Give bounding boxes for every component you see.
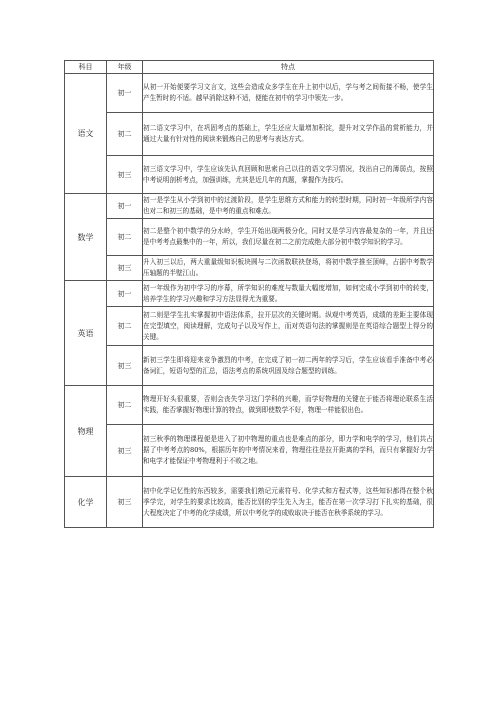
grade-cell: 初一 [107, 281, 143, 307]
feature-cell: 初二是整个初中数学的分水岭，学生开始出现两极分化，同时又是学习内容最复杂的一年，并且还是中考考点最集中的一年，所以，我们尽量在初二之前完成绝大部分初中数学知识的学习。 [143, 219, 434, 256]
header-row [65, 61, 434, 74]
grade-cell: 初二 [107, 386, 143, 425]
table-row [65, 307, 434, 346]
subject-cell-english: 英语 [65, 281, 107, 386]
table-row [65, 156, 434, 194]
subject-cell-chinese: 语文 [65, 74, 107, 194]
feature-cell: 初二则是学生扎实掌握初中语法体系，拉开层次的关键时期。纵观中考英语，成绩的差距主要体现在完型填空，阅读理解，完成句子以及写作上，而对英语句法的掌握则是在英语综合题型上得分的关键。 [143, 307, 434, 346]
table-row [65, 256, 434, 281]
subject-cell-chemistry: 化学 [65, 477, 107, 528]
table-row [65, 194, 434, 219]
feature-cell: 初三语文学习中，学生应该先认真回顾和思索自己以往的语文学习情况，找出自己的薄弱点，按照中考说明剖析考点，加强训练，尤其是近几年的真题，掌握作为技巧。 [143, 156, 434, 194]
grade-cell: 初三 [107, 477, 143, 528]
feature-cell: 初二语文学习中，在巩固考点的基础上，学生还应大量增加积淀，提升对文学作品的赏析能力，并通过大量有针对性的阅读来锻炼自己的思考与表达方式。 [143, 113, 434, 156]
grade-cell: 初二 [107, 307, 143, 346]
table-row [65, 74, 434, 113]
subject-cell-math: 数学 [65, 194, 107, 281]
feature-cell: 初三秋季的物理课程便是进入了初中物理的重点也是难点的部分，即力学和电学的学习，他们共占据了中考考点的80%，根据历年的中考情况来看，物理往往是拉开距离的学科，而只有掌握好力学和电学才能保证中考物理利于不败之地。 [143, 425, 434, 477]
feature-cell: 升入初三以后，两大重量级知识板块圆与二次函数联袂登场，将初中数学推至顶峰，占据中考数学压轴题的半壁江山。 [143, 256, 434, 281]
grade-cell: 初一 [107, 194, 143, 219]
header-feature: 特点 [143, 61, 434, 74]
table-row [65, 113, 434, 156]
feature-cell: 初一年级作为初中学习的序幕，所学知识的难度与数量大幅度增加，如何完成小学到初中的转变，培养学生的学习兴趣和学习方法显得尤为重要。 [143, 281, 434, 307]
grade-cell: 初二 [107, 113, 143, 156]
table-row [65, 386, 434, 425]
subject-cell-physics: 物理 [65, 386, 107, 477]
grade-cell: 初一 [107, 74, 143, 113]
header-grade: 年级 [107, 61, 143, 74]
grade-cell: 初三 [107, 346, 143, 386]
feature-cell: 从初一开始便要学习文言文，这些会造成众多学生在升上初中以后，学与考之间衔接不畅，使学生产生暂时的不适。越早消除这种不适，便能在初中的学习中领先一步。 [143, 74, 434, 113]
grade-cell: 初三 [107, 156, 143, 194]
subject-features-table [64, 60, 434, 528]
feature-cell: 初中化学记忆性的东西较多，需要我们熟记元素符号、化学式和方程式等，这些知识都得在整个秋季学完，对学生的要求比较高，能否比别的学生先入为主，能否在第一次学习打下扎实的基础，很大程度决定了中考的化学成绩，所以中考化学的成败取决于能否在秋季系统的学习。 [143, 477, 434, 528]
feature-cell: 新初三学生即将迎来竞争激烈的中考，在完成了初一初二两年的学习后，学生应该看手准备中考必备词汇，短语句型的汇总，语法考点的系统巩固及综合题型的训练。 [143, 346, 434, 386]
table-row [65, 346, 434, 386]
header-subject: 科目 [65, 61, 107, 74]
feature-cell: 物理开好头很重要，否则会丧失学习这门学科的兴趣，而学好物理的关键在于能否将理论联系生活实践，能否掌握好物理计算的特点，做到即使数学不好，物理一样能很出色。 [143, 386, 434, 425]
table-row [65, 477, 434, 528]
table-row [65, 281, 434, 307]
table-row [65, 425, 434, 477]
grade-cell: 初三 [107, 425, 143, 477]
feature-cell: 初一是学生从小学到初中的过渡阶段，是学生思维方式和能力的转型时期，同时初一年级所学内容也对二和初三的基础，是中考的重点和难点。 [143, 194, 434, 219]
grade-cell: 初二 [107, 219, 143, 256]
grade-cell: 初三 [107, 256, 143, 281]
table-row [65, 219, 434, 256]
